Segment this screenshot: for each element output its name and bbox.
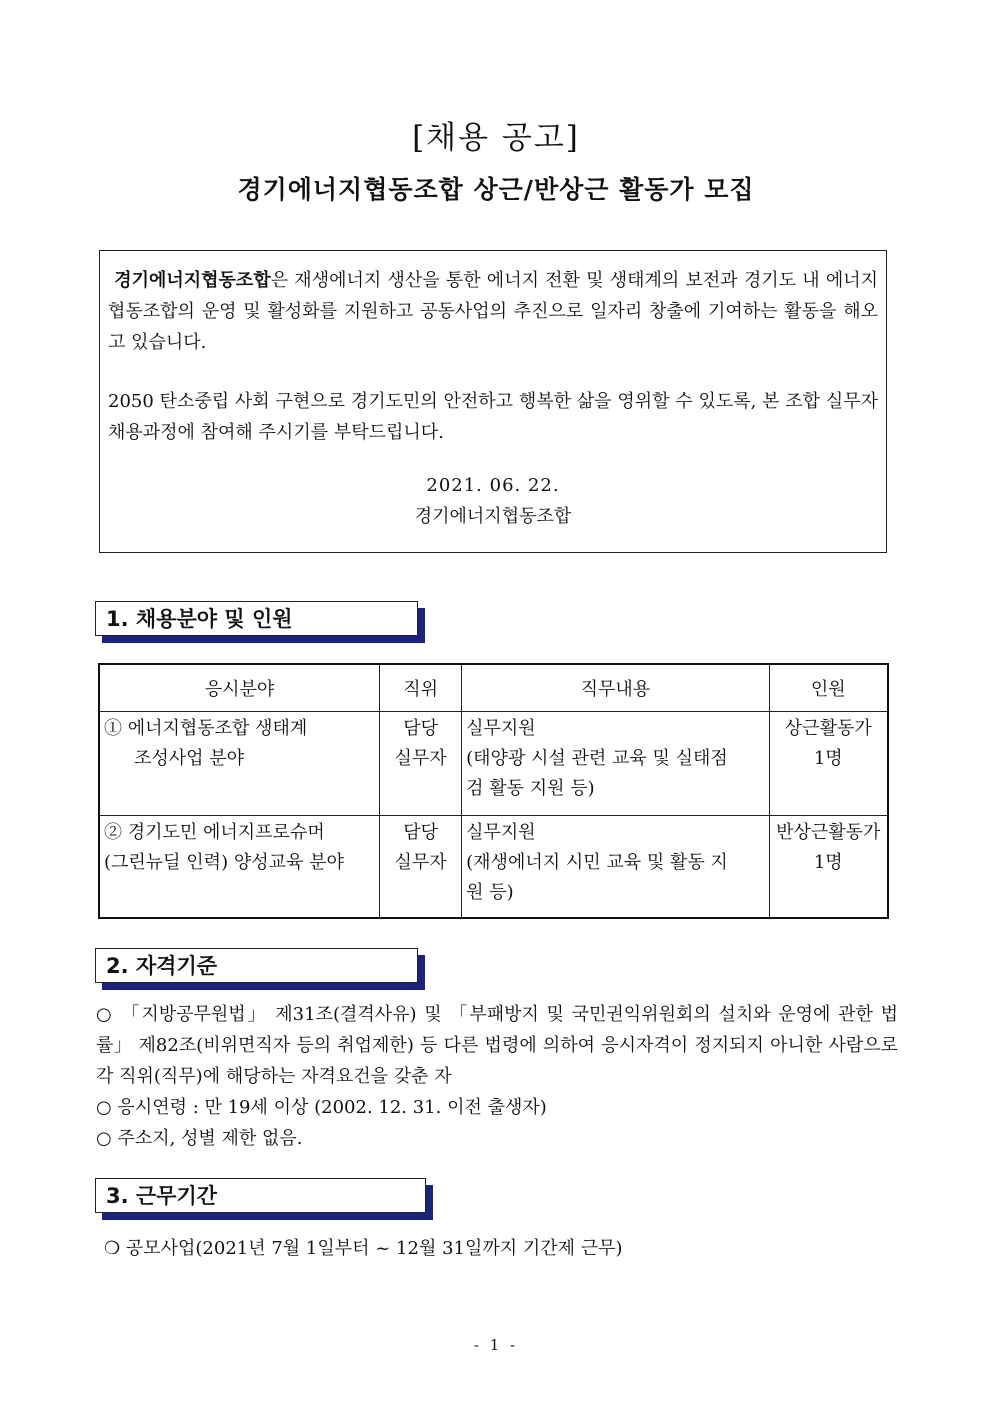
table-row: [99, 712, 888, 816]
column-header-field: 응시분야: [99, 664, 380, 712]
column-header-duty: 직무내용: [462, 664, 769, 712]
column-header-position: 직위: [380, 664, 462, 712]
cell-field: ② 경기도민 에너지프로슈머 (그린뉴딜 인력) 양성교육 분야: [99, 816, 380, 918]
table-row: [99, 816, 888, 918]
table-header-row: [99, 664, 888, 712]
qualification-item: ○ 「지방공무원법」 제31조(결격사유) 및 「부패방지 및 국민권익위원회의 설치와 운영에 관한 법률」 제82조(비위면직자 등의 취업제한) 등 다른 법령에 의하여 응시자격이 정지되지 아니한 사람으로 각 직위(직무)에 해당하는 자격요건을 갖춘 자: [96, 1004, 898, 1087]
section-1-header: [95, 601, 425, 643]
intro-paragraph-1: [108, 265, 878, 358]
intro-paragraph-1-text: 은 재생에너지 생산을 통한 에너지 전환 및 생태계의 보전과 경기도 내 에너지협동조합의 운영 및 활성화를 지원하고 공동사업의 추진으로 일자리 창출에 기여하는 활동을 해오고 있습니다.: [108, 270, 878, 353]
qualification-item: ○ 응시연령 : 만 19세 이상 (2002. 12. 31. 이전 출생자): [96, 1097, 547, 1118]
intro-paragraph-2: 2050 탄소중립 사회 구현으로 경기도민의 안전하고 행복한 삶을 영위할 수 있도록, 본 조합 실무자 채용과정에 참여해 주시기를 부탁드립니다.: [108, 391, 878, 443]
recruitment-table: [98, 663, 889, 919]
page-subtitle: 경기에너지협동조합 상근/반상근 활동가 모집: [237, 175, 755, 204]
section-1-heading: 1. 채용분야 및 인원: [95, 601, 418, 636]
column-header-count: 인원: [769, 664, 888, 712]
intro-org: 경기에너지협동조합: [414, 506, 572, 527]
intro-bold-lead: 경기에너지협동조합: [114, 270, 271, 291]
cell-duty: 실무지원 (태양광 시설 관련 교육 및 실태점 검 활동 지원 등): [462, 712, 769, 816]
section-2-heading: 2. 자격기준: [95, 948, 418, 983]
page-number: - 1 -: [473, 1336, 519, 1354]
section-2-header: [95, 948, 425, 990]
qualification-item: ○ 주소지, 성별 제한 없음.: [96, 1128, 303, 1149]
cell-position: 담당 실무자: [380, 816, 462, 918]
cell-position: 담당 실무자: [380, 712, 462, 816]
cell-count: 상근활동가 1명: [769, 712, 888, 816]
section-3-header: [95, 1178, 433, 1220]
cell-field: ① 에너지협동조합 생태계 조성사업 분야: [99, 712, 380, 816]
intro-date: 2021. 06. 22.: [426, 475, 560, 496]
cell-count: 반상근활동가 1명: [769, 816, 888, 918]
work-period-item: ❍ 공모사업(2021년 7월 1일부터 ~ 12월 31일까지 기간제 근무): [104, 1238, 623, 1259]
qualification-list: [96, 999, 898, 1154]
cell-duty: 실무지원 (재생에너지 시민 교육 및 활동 지 원 등): [462, 816, 769, 918]
section-3-heading: 3. 근무기간: [95, 1178, 426, 1213]
page-title: [채용 공고]: [412, 120, 580, 156]
intro-box: [99, 250, 887, 553]
